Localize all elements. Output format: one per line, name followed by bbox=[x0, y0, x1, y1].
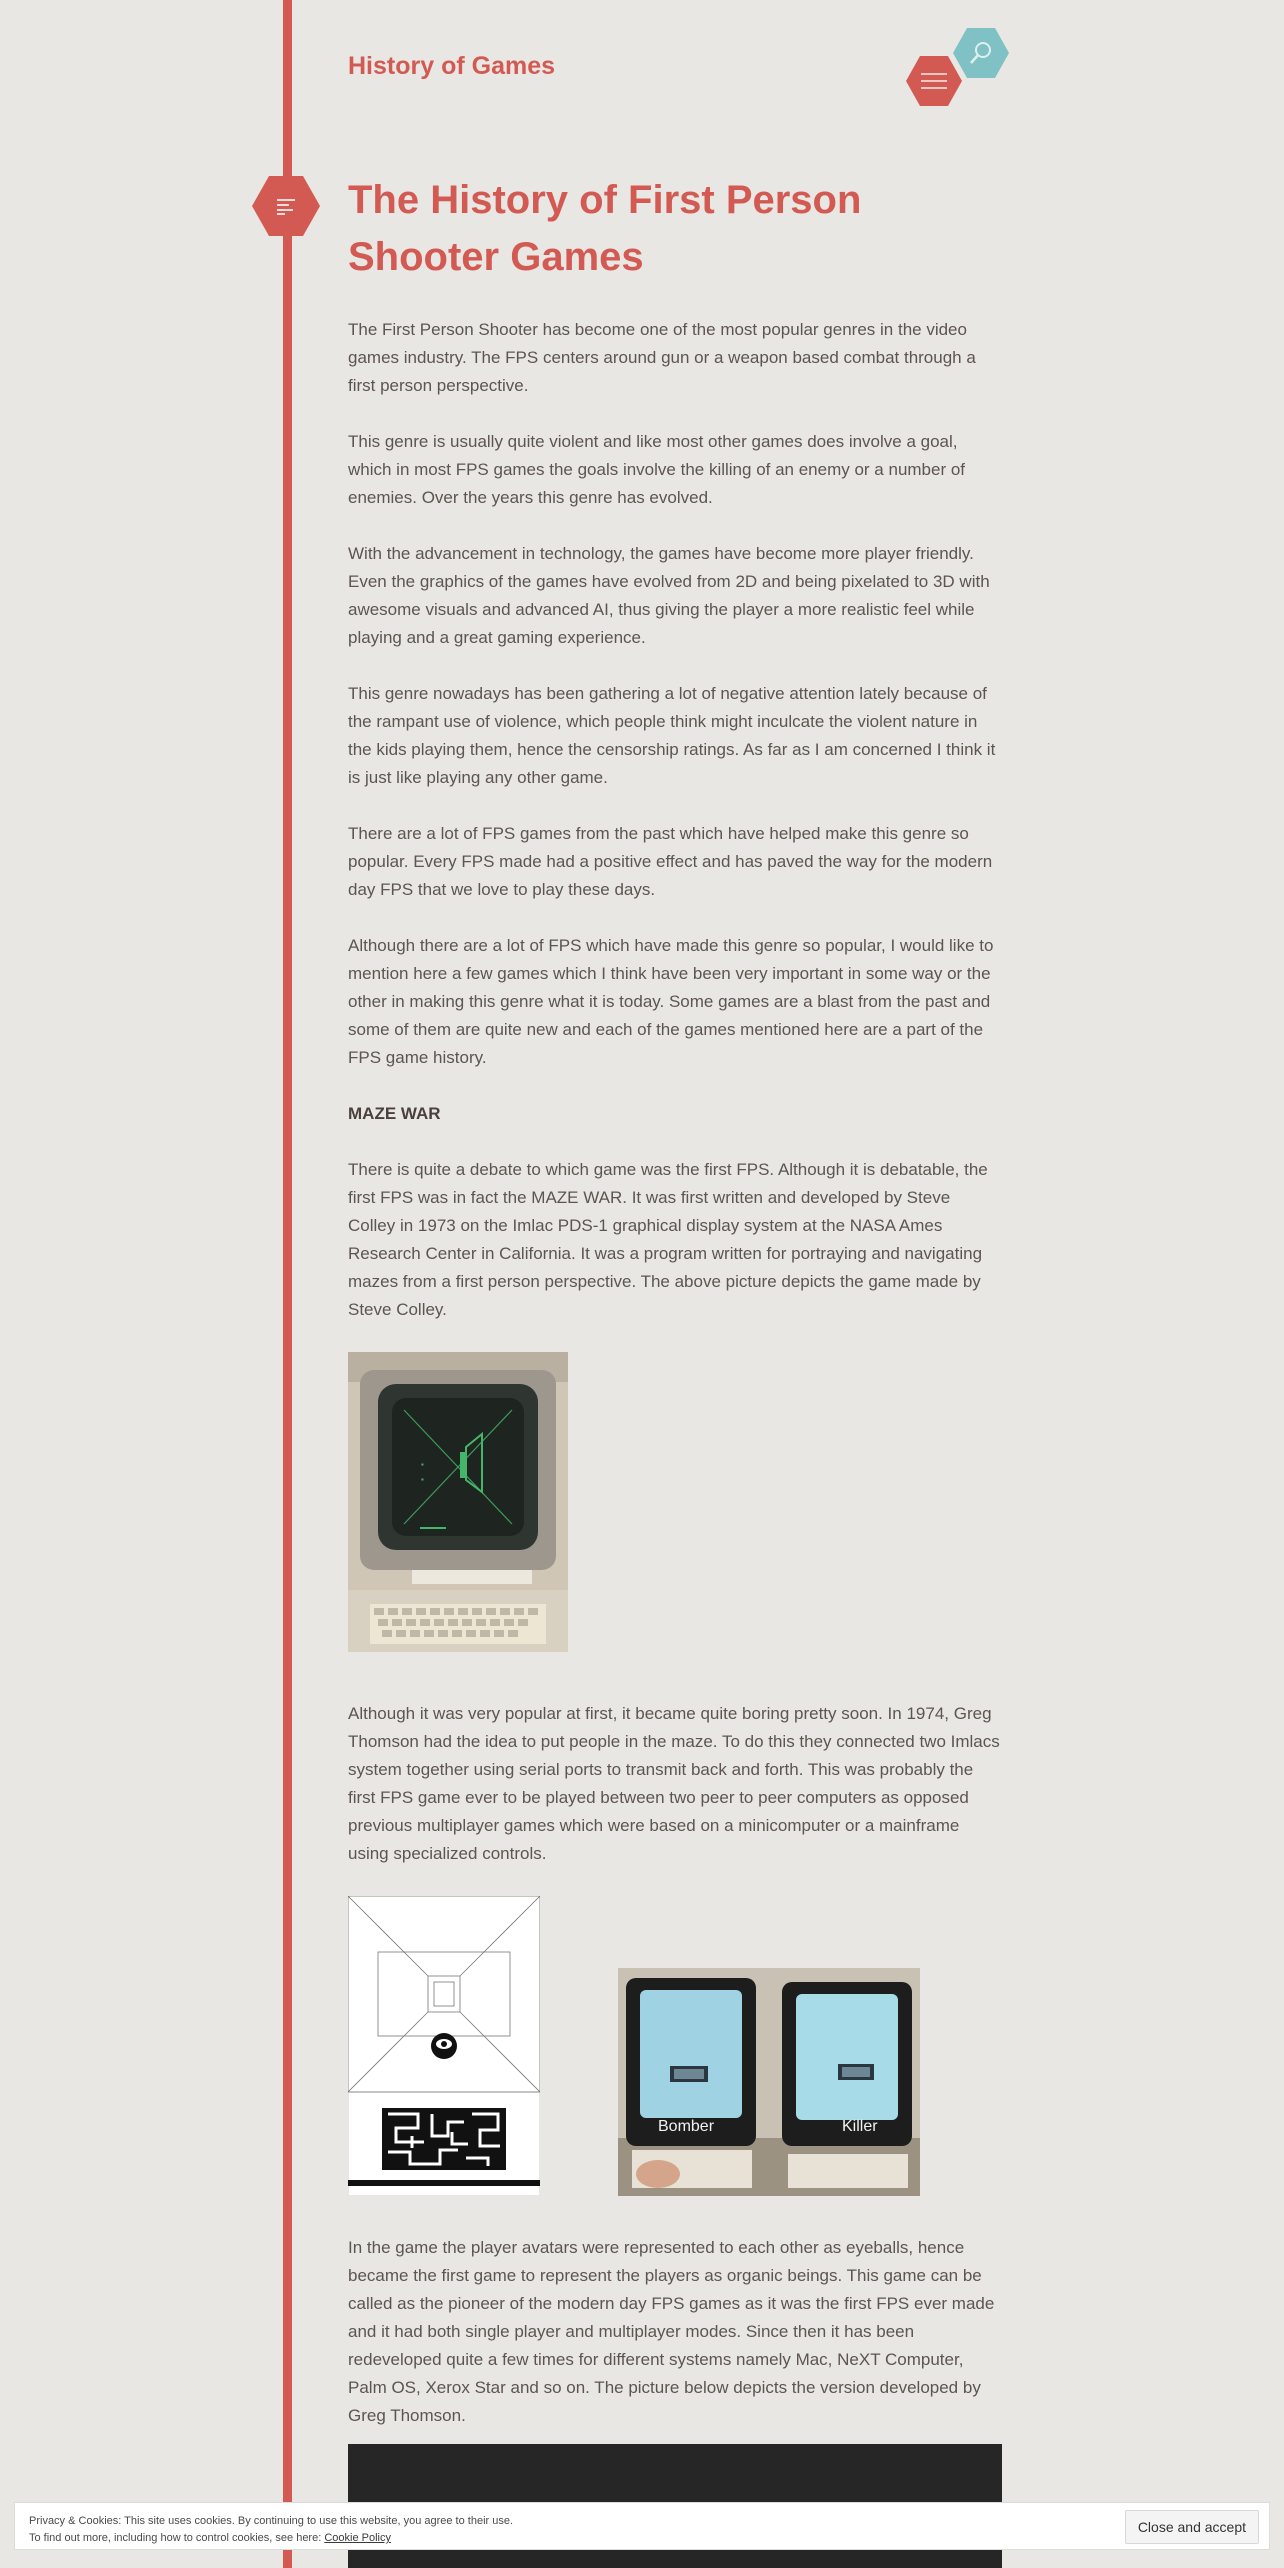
post-paragraph-5: There are a lot of FPS games from the past which have helped make this genre so popular. Every FPS made had a positive effect and has paved the way for the modern day FPS that we love to play these days. bbox=[348, 824, 993, 899]
maze-war-paragraph: There is quite a debate to which game was the first FPS. Although it is debatable, the first FPS was in fact the MAZE WAR. It was first written and developed by Steve Colley in 1973 on the Imlac PDS-1 graphical display system at the NASA Ames Research Center in California. It was a program written for portraying and navigating mazes from a first person perspective. The above picture depicts the game made by Steve Colley. bbox=[348, 1160, 988, 1319]
search-button[interactable] bbox=[953, 28, 1009, 78]
cookie-line-1: Privacy & Cookies: This site uses cookies. By continuing to use this website, you agree to their use. bbox=[29, 2515, 514, 2527]
cookie-text bbox=[29, 2513, 513, 2547]
post-paragraph-1: The First Person Shooter has become one of the most popular genres in the video games industry. The FPS centers around gun or a weapon based combat through a first person perspective. bbox=[348, 320, 976, 395]
maze-war-screen-image[interactable] bbox=[348, 1896, 540, 2196]
post-paragraph-6: Although there are a lot of FPS which have made this genre so popular, I would like to mention here a few games which I think have been very important in some way or the other in making this genre what it is today. Some games are a blast from the past and some of them are quite new and each of the games mentioned here are a part of the FPS game history. bbox=[348, 936, 994, 1067]
greg-thomson-paragraph: Although it was very popular at first, it became quite boring pretty soon. In 1974, Greg Thomson had the idea to put people in the maze. To do this they connected two Imlacs system together using serial ports to transmit back and forth. This was probably the first FPS game ever to be played between two peer to peer computers as opposed previous multiplayer games which were based on a minicomputer or a mainframe using specialized controls. bbox=[348, 1704, 1000, 1863]
site-title[interactable]: History of Games bbox=[348, 52, 556, 80]
cookie-line-2-prefix: To find out more, including how to control cookies, see here: bbox=[29, 2532, 325, 2544]
menu-button[interactable] bbox=[906, 56, 962, 106]
cookie-banner bbox=[14, 2502, 1270, 2550]
post-paragraph-2: This genre is usually quite violent and like most other games does involve a goal, which in most FPS games the goals involve the killing of an enemy or a number of enemies. Over the years this genre has evolved. bbox=[348, 432, 966, 507]
imlac-computer-image[interactable] bbox=[348, 1352, 568, 1652]
cookie-policy-link[interactable]: Cookie Policy bbox=[324, 2532, 391, 2544]
section-heading-maze-war: MAZE WAR bbox=[348, 1104, 441, 1123]
post-content bbox=[348, 172, 1002, 2514]
post-format-badge bbox=[252, 176, 320, 236]
post-paragraph-4: This genre nowadays has been gathering a lot of negative attention lately because of the rampant use of violence, which people think might inculcate the violent nature in the kids playing them, hence the censorship ratings. As far as I am concerned I think it is just like playing any other game. bbox=[348, 684, 996, 787]
post-title: The History of First Person Shooter Games bbox=[348, 178, 862, 279]
cookie-line-2 bbox=[29, 2530, 513, 2547]
eyeballs-paragraph: In the game the player avatars were represented to each other as eyeballs, hence became the first game to represent the players as organic beings. This game can be called as the pioneer of the modern day FPS games as it was the first FPS ever made and it had both single player and multiplayer modes. Since then it has been redeveloped quite a few times for different systems namely Mac, NeXT Computer, Palm OS, Xerox Star and so on. The picture below depicts the version developed by Greg Thomson. bbox=[348, 2238, 995, 2425]
timeline-rail bbox=[283, 0, 292, 2568]
menu-icon bbox=[921, 71, 947, 91]
maze-war-image-pair bbox=[348, 1896, 1002, 2196]
post-paragraph-3: With the advancement in technology, the games have become more player friendly. Even the graphics of the games have evolved from 2D and being pixelated to 3D with awesome visuals and advanced AI, thus giving the player a more realistic feel while playing and a great gaming experience. bbox=[348, 544, 990, 647]
two-imlac-terminals-image[interactable] bbox=[618, 1968, 920, 2196]
search-icon bbox=[968, 40, 994, 66]
svg-text:▪: ▪ bbox=[420, 1461, 425, 1470]
post-format-icon bbox=[275, 197, 297, 215]
killer-label: Killer bbox=[842, 2118, 878, 2135]
close-and-accept-button[interactable]: Close and accept bbox=[1125, 2510, 1259, 2544]
svg-text:▪: ▪ bbox=[420, 1476, 425, 1485]
bomber-label: Bomber bbox=[658, 2118, 715, 2135]
